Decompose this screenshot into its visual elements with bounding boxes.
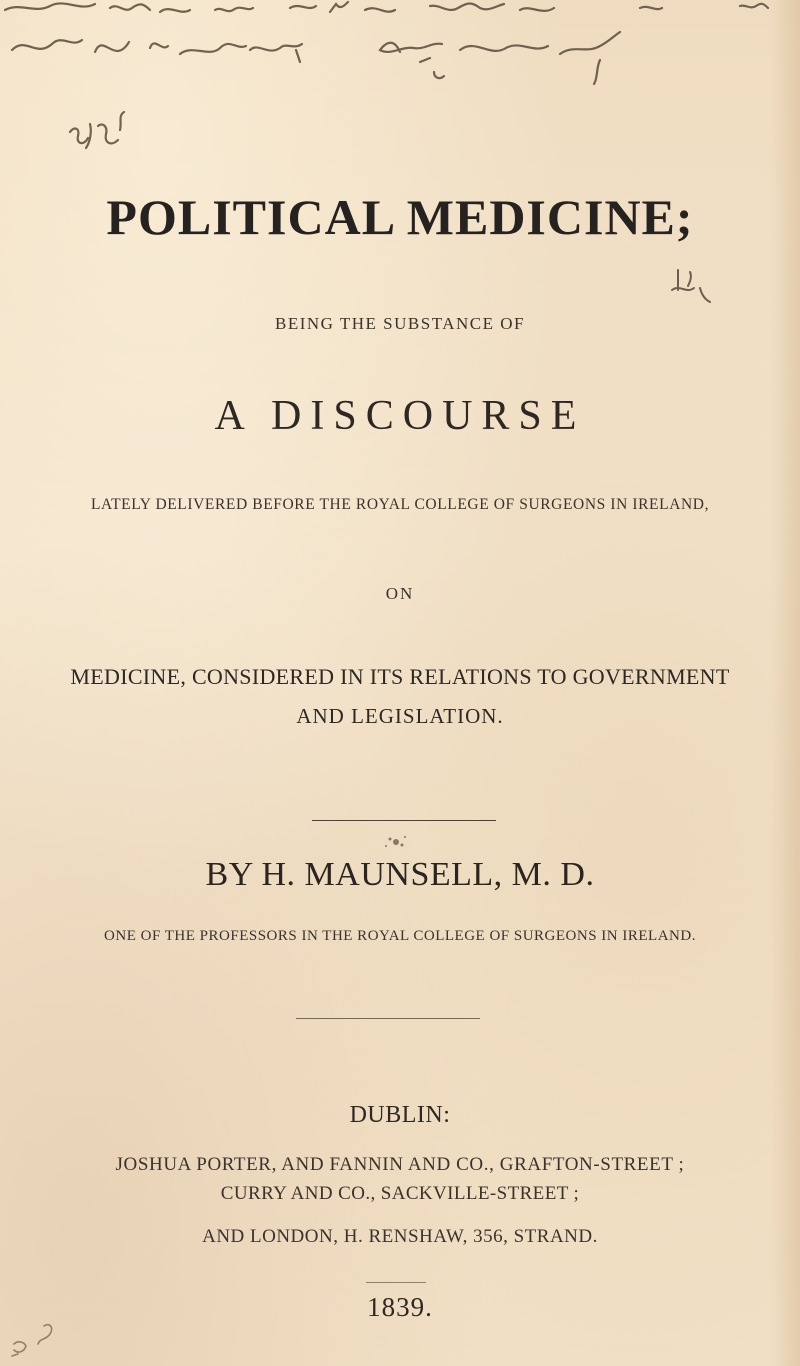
publisher-line-1: JOSHUA PORTER, AND FANNIN AND CO., GRAFTON-STREET ; bbox=[115, 1154, 685, 1175]
book-title: POLITICAL MEDICINE; bbox=[106, 189, 694, 245]
delivery-statement: LATELY DELIVERED BEFORE THE ROYAL COLLEGE OF SURGEONS IN IRELAND, bbox=[90, 496, 710, 513]
subject-line-1: MEDICINE, CONSIDERED IN ITS RELATIONS TO GOVERNMENT bbox=[70, 664, 730, 689]
publication-year: 1839. bbox=[367, 1292, 433, 1322]
divider-rule bbox=[366, 1282, 426, 1283]
handwritten-ink-mark bbox=[660, 262, 720, 312]
handwritten-inscription bbox=[0, 0, 800, 160]
subtitle: BEING THE SUBSTANCE OF bbox=[275, 314, 525, 333]
divider-rule bbox=[312, 820, 496, 821]
subject-line-2: AND LEGISLATION. bbox=[296, 704, 504, 728]
divider-rule bbox=[296, 1018, 480, 1019]
ornament-icon bbox=[376, 830, 416, 856]
publication-city: DUBLIN: bbox=[349, 1102, 451, 1128]
discourse-heading: A DISCOURSE bbox=[214, 393, 586, 439]
on-connector: ON bbox=[385, 584, 415, 603]
publisher-line-2: CURRY AND CO., SACKVILLE-STREET ; bbox=[220, 1183, 580, 1204]
publisher-line-3: AND LONDON, H. RENSHAW, 356, STRAND. bbox=[202, 1226, 598, 1247]
page-edge-shadow bbox=[770, 0, 800, 1366]
author-name: BY H. MAUNSELL, M. D. bbox=[205, 856, 595, 893]
pencil-mark bbox=[8, 1318, 68, 1362]
author-title: ONE OF THE PROFESSORS IN THE ROYAL COLLEGE OF SURGEONS IN IRELAND. bbox=[104, 928, 696, 944]
